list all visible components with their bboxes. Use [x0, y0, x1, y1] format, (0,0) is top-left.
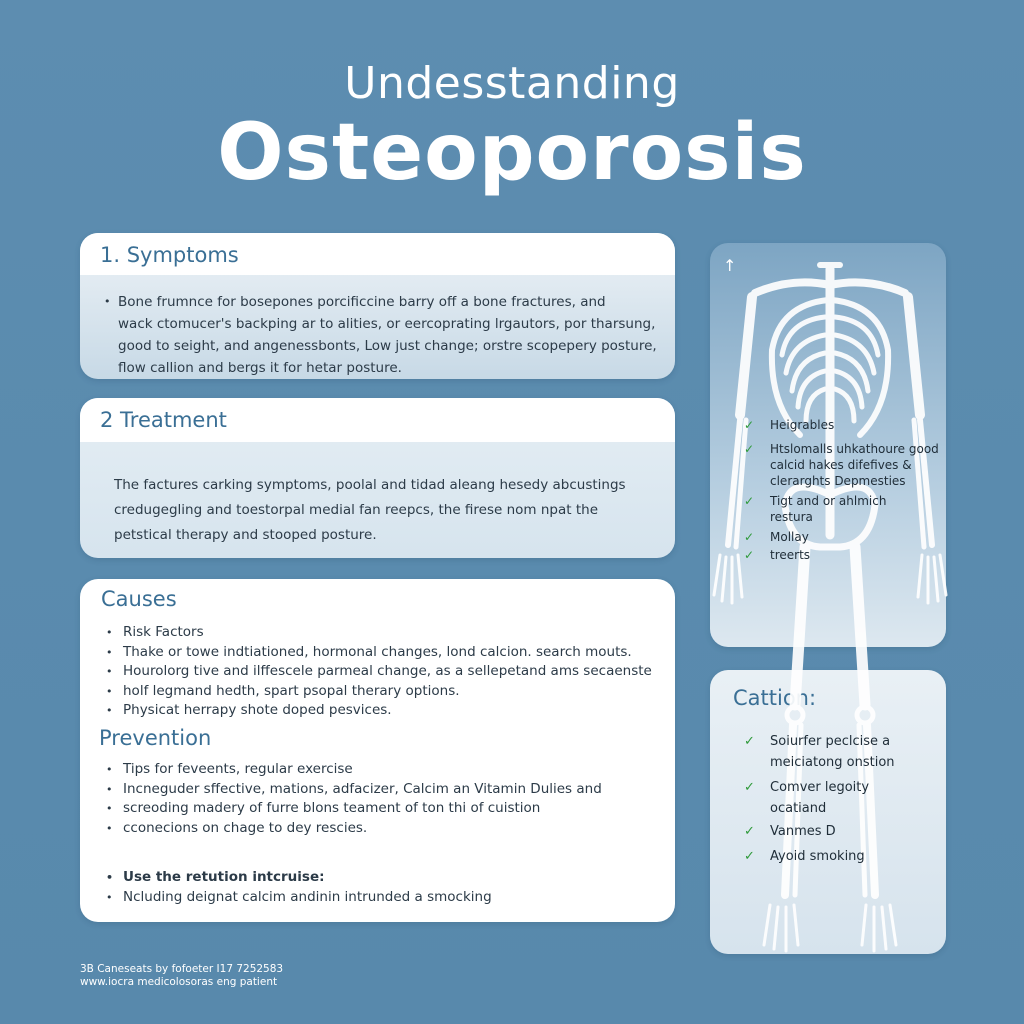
- list-item: ✓ Htslomalls uhkathoure good calcid hakes difefives & clerarghts Depmesties: [744, 442, 939, 488]
- check-icon: ✓: [744, 494, 755, 508]
- treatment-title: 2 Treatment: [80, 398, 675, 442]
- check-icon: ✓: [744, 780, 755, 795]
- footer-line: www.iocra medicolosoras eng patient: [80, 976, 278, 988]
- symptoms-card: [80, 233, 675, 379]
- caution-title: Cattion:: [733, 686, 817, 710]
- check-icon: ✓: [744, 849, 755, 864]
- list-item: • Use the retution intcruise:: [106, 868, 492, 888]
- symptoms-line: wack ctomucer's backping ar to alities, or eercoprating lrgautors, por tharsung,: [118, 316, 656, 332]
- check-icon: ✓: [744, 824, 755, 839]
- list-item: • Incneguder sffective, mations, adfacizer, Calcim an Vitamin Dulies and: [106, 780, 602, 800]
- causes-title: Causes: [101, 587, 177, 611]
- treatment-line: The factures carking symptoms, poolal and tidad aleang hesedy abcustings: [114, 477, 626, 493]
- list-item: • cconecions on chage to dey rescies.: [106, 819, 602, 839]
- check-icon: ✓: [744, 530, 755, 544]
- causes-prevention-card: [80, 579, 675, 922]
- footer-line: 3B Caneseats by fofoeter I17 7252583: [80, 963, 284, 975]
- check-icon: ✓: [744, 548, 755, 562]
- arrow-up-icon: ↑: [723, 256, 737, 275]
- caution-checklist: [744, 731, 920, 867]
- list-item: • Tips for feveents, regular exercise: [106, 760, 602, 780]
- prevention-list: [106, 760, 602, 838]
- prevention-extra-list: [106, 868, 492, 907]
- treatment-body: [80, 442, 675, 548]
- list-item: • Physicat herrapy shote doped pesvices.: [106, 701, 652, 721]
- treatment-line: credugegling and toestorpal medial fan reepcs, the firese nom npat the: [114, 502, 599, 518]
- page-title-top: Undesstanding: [344, 58, 680, 109]
- treatment-line: petstical therapy and stooped posture.: [114, 527, 377, 543]
- causes-list: [106, 623, 652, 721]
- check-icon: ✓: [744, 442, 755, 456]
- prevention-title: Prevention: [99, 726, 212, 750]
- list-item: • Risk Factors: [106, 623, 652, 643]
- symptoms-title: 1. Symptoms: [80, 233, 675, 275]
- footer: [80, 963, 283, 989]
- check-icon: ✓: [744, 418, 755, 432]
- treatment-card: [80, 398, 675, 558]
- list-item: ✓ treerts: [744, 548, 811, 562]
- list-item: • Ncluding deignat calcim andinin intrunded a smocking: [106, 888, 492, 908]
- list-item: ✓ Vanmes D: [744, 821, 920, 842]
- symptoms-line: • Bone frumnce for bosepones porcificcine barry off a bone fractures, and: [104, 294, 606, 310]
- symptoms-line: flow callion and bergs it for hetar posture.: [118, 360, 402, 376]
- list-item: ✓ Ayoid smoking: [744, 846, 920, 867]
- list-item: ✓ Soiurfer peclcise a meiciatong onstion: [744, 731, 920, 773]
- symptoms-body: [80, 275, 675, 379]
- symptoms-line: good to seight, and angenessbonts, Low just change; orstre scopepery posture,: [118, 338, 657, 354]
- list-item: ✓ Comver legoity ocatiand: [744, 777, 920, 819]
- page-title: Osteoporosis: [217, 108, 807, 198]
- list-item: • screoding madery of furre blons teament of ton thi of cuistion: [106, 799, 602, 819]
- list-item: ✓ Mollay: [744, 530, 809, 544]
- list-item: • holf legmand hedth, spart psopal therary options.: [106, 682, 652, 702]
- check-icon: ✓: [744, 734, 755, 749]
- list-item: ✓ Heigrables: [744, 418, 835, 432]
- skeleton-checklist: [744, 417, 940, 565]
- list-item: ✓ Tigt and or ahlmich restura: [744, 494, 887, 524]
- list-item: • Thake or towe indtiationed, hormonal changes, lond calcion. search mouts.: [106, 643, 652, 663]
- list-item: • Hourolorg tive and ilffescele parmeal change, as a sellepetand ams secaenste: [106, 662, 652, 682]
